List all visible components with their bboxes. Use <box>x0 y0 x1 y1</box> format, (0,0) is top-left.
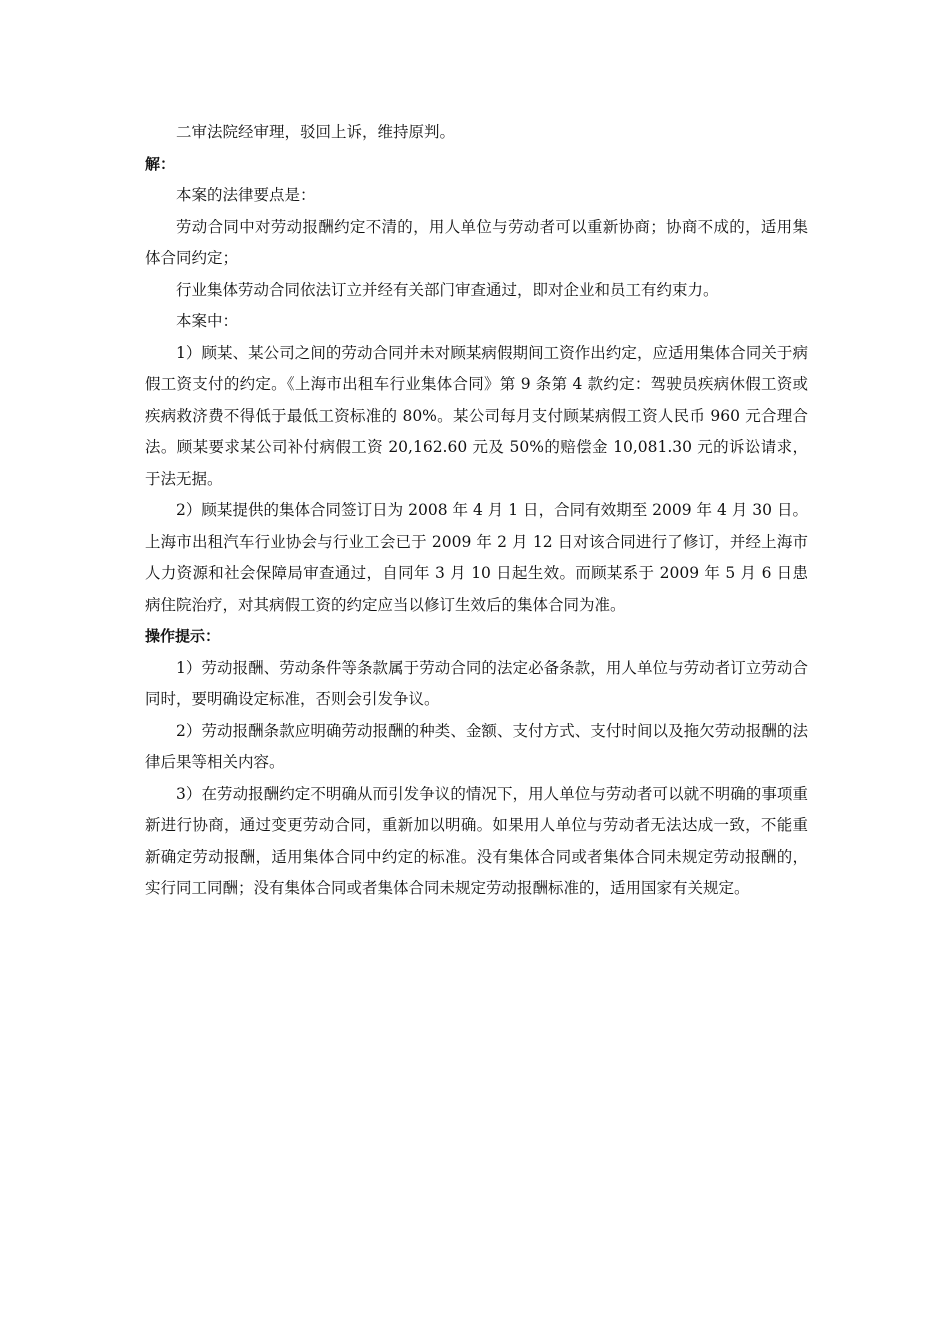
paragraph-case-point-1: 1）顾某、某公司之间的劳动合同并未对顾某病假期间工资作出约定，应适用集体合同关于病假工资支付的约定。《上海市出租车行业集体合同》第 9 条第 4 款约定：驾驶员疾病休假工资或疾病救济费不得低于最低工资标准的 80%。某公司每月支付顾某病假工资人民币 960 元合理合法。顾某要求某公司补付病假工资 20,162.60 元及 50%的赔偿金 10,081.30 元的诉讼请求，于法无据。 <box>145 343 808 488</box>
paragraph-case-intro: 本案中： <box>176 312 239 330</box>
document-body <box>145 117 808 905</box>
paragraph-tip-2: 2）劳动报酬条款应明确劳动报酬的种类、金额、支付方式、支付时间以及拖欠劳动报酬的法律后果等相关内容。 <box>145 721 808 771</box>
paragraph-case-point-2: 2）顾某提供的集体合同签订日为 2008 年 4 月 1 日，合同有效期至 2009 年 4 月 30 日。上海市出租汽车行业协会与行业工会已于 2009 年 2 月 12 日对该合同进行了修订，并经上海市人力资源和社会保障局审查通过，自同年 3 月 10 日起生效。而顾某系于 2009 年 5 月 6 日患病住院治疗，对其病假工资的约定应当以修订生效后的集体合同为准。 <box>145 501 808 614</box>
paragraph-legal-points-intro: 本案的法律要点是： <box>176 186 316 204</box>
paragraph-tip-1: 1）劳动报酬、劳动条件等条款属于劳动合同的法定必备条款，用人单位与劳动者订立劳动合同时，要明确设定标准，否则会引发争议。 <box>145 658 808 708</box>
paragraph-legal-point-1: 劳动合同中对劳动报酬约定不清的，用人单位与劳动者可以重新协商；协商不成的，适用集体合同约定； <box>145 217 808 267</box>
paragraph-tip-3: 3）在劳动报酬约定不明确从而引发争议的情况下，用人单位与劳动者可以就不明确的事项重新进行协商，通过变更劳动合同，重新加以明确。如果用人单位与劳动者无法达成一致，不能重新确定劳动报酬，适用集体合同中约定的标准。没有集体合同或者集体合同未规定劳动报酬的，实行同工同酬；没有集体合同或者集体合同未规定劳动报酬标准的，适用国家有关规定。 <box>145 784 808 897</box>
paragraph-appeal-result: 二审法院经审理，驳回上诉，维持原判。 <box>176 123 456 141</box>
paragraph-legal-point-2: 行业集体劳动合同依法订立并经有关部门审查通过，即对企业和员工有约束力。 <box>176 280 719 299</box>
heading-operation-tips: 操作提示： <box>145 627 221 645</box>
heading-solution: 解： <box>145 154 176 173</box>
